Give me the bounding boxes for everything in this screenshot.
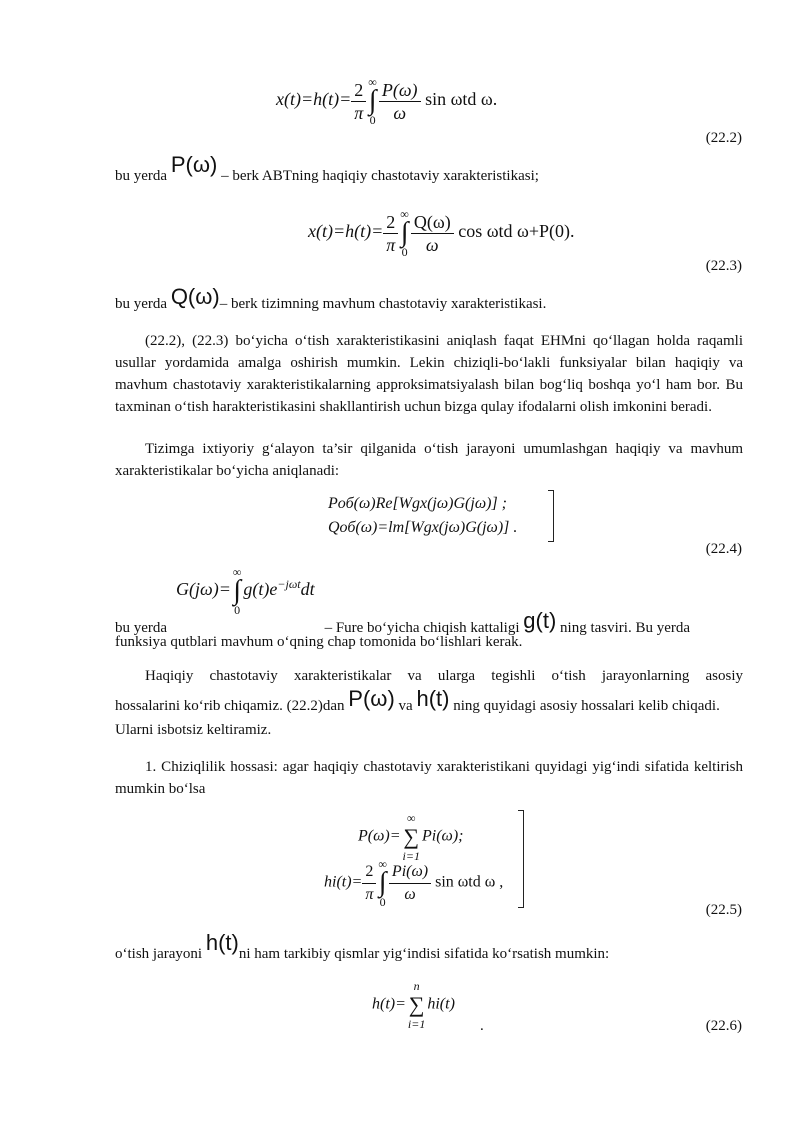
equation-number: (22.5) [705, 902, 742, 918]
equation-22-5-line1: P(ω)=∞ ∑ i=1Pi(ω); [358, 811, 464, 863]
symbol-P: P(ω) [170, 152, 218, 177]
equation-number: (22.3) [705, 258, 742, 274]
eq-dot: . [480, 1018, 484, 1034]
text-line: o‘tish jarayoni h(t)ni ham tarkibiy qismlar yig‘indisi sifatida ko‘rsatish mumkin: [115, 930, 610, 962]
equation-number: (22.2) [705, 130, 742, 146]
symbol-g: g(t) [523, 608, 557, 633]
text-line: hossalarini ko‘rib chiqamiz. (22.2)dan P(ω) va h(t) ning quyidagi asosiy hossalari kelib chiqadi. [115, 686, 720, 714]
equation-number: (22.4) [705, 541, 742, 557]
symbol-Q: Q(ω) [170, 284, 220, 309]
text-line: bu yerda P(ω) – berk ABTning haqiqiy chastotaviy xarakteristikasi; [115, 152, 539, 184]
text-line: Ularni isbotsiz keltiramiz. [115, 722, 272, 738]
text-line: Haqiqiy chastotaviy xarakteristikalar va ularga tegishli o‘tish jarayonlarning asosiy [145, 668, 743, 684]
equation-22-5-line2: hi(t)= $\frac{2}{\pi}$ ∞ ∫ 0 $\frac{Pi(\omega)}{\omega}$ sin ωtd ω , [324, 857, 504, 909]
text-line: funksiya qutblari mavhum o‘qning chap tomonida bo‘lishlari kerak. [115, 634, 523, 650]
equation-22-6: h(t)=n ∑ i=1hi(t) [372, 979, 455, 1031]
equation-22-4: Pоб(ω)Re[Wgx(jω)G(jω)] ; Qоб(ω)=lm[Wgx(jω)G(jω)] . [328, 495, 518, 536]
equation-G: G(jω)=∞ ∫ $0g(t)e^{-j\omega t}dt$ [176, 565, 315, 617]
brace [518, 810, 524, 908]
text-line: bu yerda – Fure bo‘yicha chiqish kattaligi g(t) ning tasviri. Bu yerda [115, 608, 691, 636]
equation-22-3: x(t)=h(t)= $\frac{2}{\pi}$ ∞ ∫ 0 $\frac{Q(\omega)}{\omega}$ cos ωtd ω+P(0). [308, 207, 575, 259]
paragraph: (22.2), (22.3) bo‘yicha o‘tish xarakteristikasini aniqlash faqat EHMni qo‘llagan holda raqamli usullar yordamida amalga oshirish mumkin. Lekin chiziqli-bo‘lakli funksiyalar bilan haqiqiy va mavhum chastotaviy xarakteristikalarning approksimatsiyalash bilan bog‘liq boshqa yo‘l ham bor. Bu taxminan o‘tish harakteristikasini shakllantirish uchun bizga qulay ifodalarni olish imkonini beradi. [115, 333, 743, 415]
paragraph: 1. Chiziqlilik hossasi: agar haqiqiy chastotaviy xarakteristikani quyidagi yig‘indi sifatida keltirish mumkin bo‘lsa [115, 759, 743, 797]
equation-number: (22.6) [705, 1018, 742, 1034]
equation-22-2: x(t)=h(t)= $\frac{2}{\pi}$ ∞ ∫ 0 $\frac{P(\omega)}{\omega}$ sin ωtd ω. [276, 75, 498, 127]
text-line: bu yerda Q(ω)– berk tizimning mavhum chastotaviy xarakteristikasi. [115, 284, 547, 312]
paragraph: Tizimga ixtiyoriy g‘alayon ta’sir qilganida o‘tish jarayoni umumlashgan haqiqiy va mavhum xarakteristikalar bo‘yicha aniqlanadi: [115, 441, 743, 479]
eq-lhs: x(t)=h(t)= [276, 89, 352, 110]
symbol-h: h(t) [205, 930, 239, 955]
brace [548, 490, 554, 542]
